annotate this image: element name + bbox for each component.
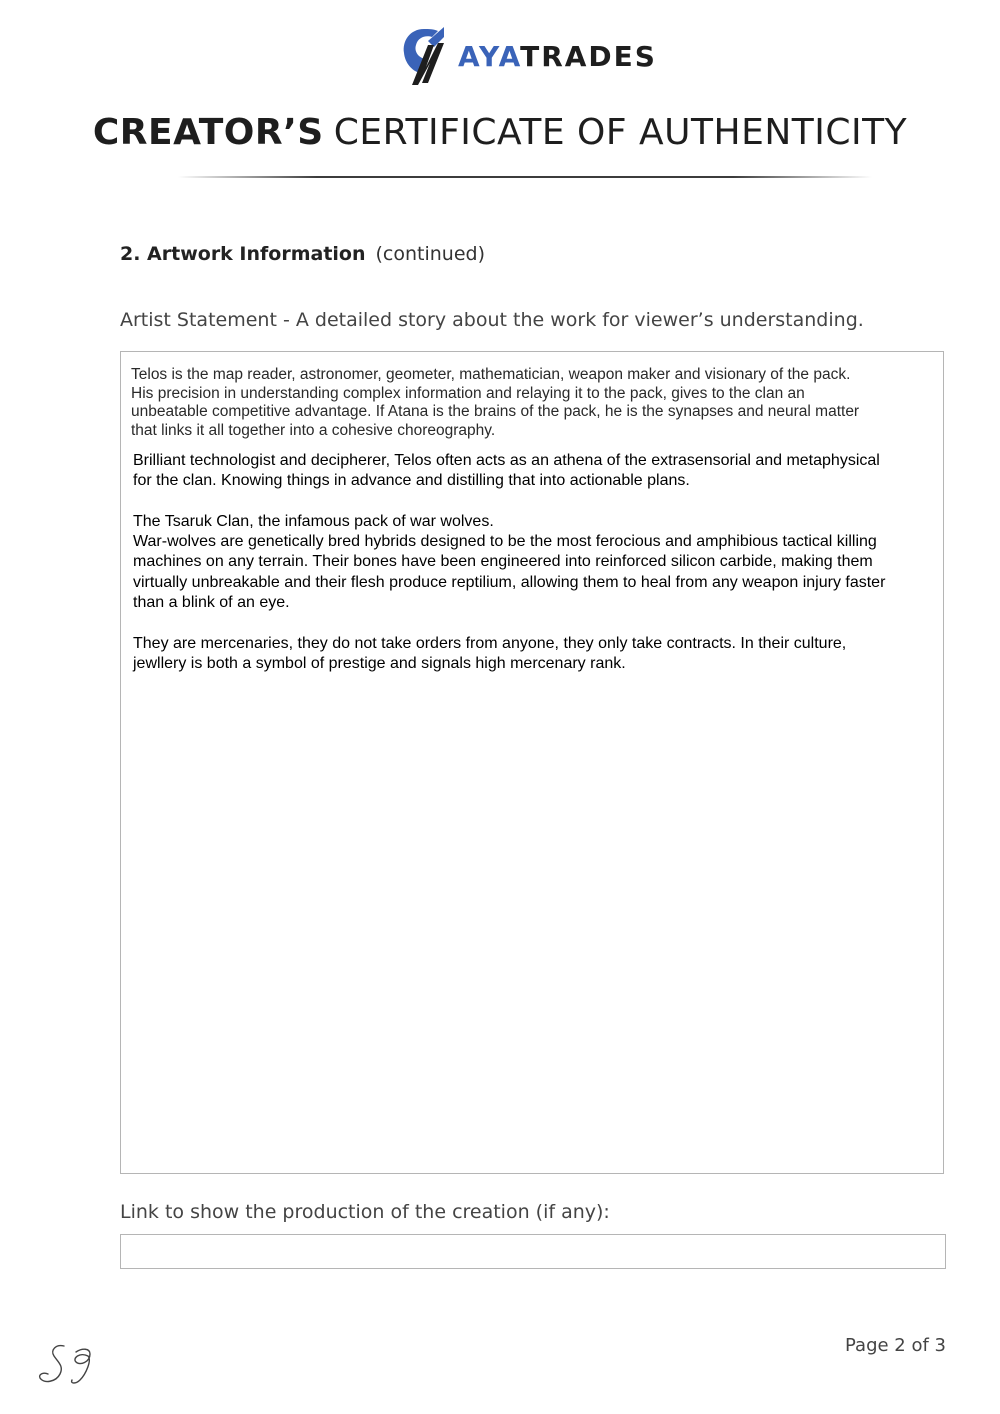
logo-wordmark-trades: TRADES (520, 39, 657, 73)
artist-statement-paragraph-2: Brilliant technologist and decipherer, Telos often acts as an athena of the extrasensorial and metaphysical for the clan. Knowing things in advance and distilling that into actionable plans. The Tsaruk Clan, the infamous pack of war wolves. War-wolves are genetically bred hybrids designed to be the most ferocious and amphibious tactical killing machines on any terrain. Their bones have been engineered into reinforced silicon carbide, making them virtually unbreakable and their flesh produce reptilium, allowing them to heal from any weapon injury faster than a blink of an eye. They are mercenaries, they do not take orders from anyone, they only take contracts. In their culture, jewllery is both a symbol of prestige and signals high mercenary rank. (133, 452, 886, 672)
artist-statement-label: Artist Statement - A detailed story about the work for viewer’s understanding. (120, 309, 864, 331)
production-link-label: Link to show the production of the creation (if any): (120, 1201, 610, 1223)
production-link-field[interactable] (120, 1234, 946, 1269)
page-number: Page 2 of 3 (845, 1335, 946, 1356)
signature-initials (36, 1340, 100, 1395)
page-title-light: CERTIFICATE OF AUTHENTICITY (333, 112, 908, 153)
artist-statement-field[interactable] (120, 351, 944, 1174)
page-title (0, 112, 1000, 153)
section-heading-continued: (continued) (375, 243, 486, 265)
section-heading (120, 243, 485, 265)
logo-wordmark (458, 40, 657, 73)
ayatrades-logo-icon (398, 23, 450, 89)
logo-wordmark-aya: AYA (458, 39, 521, 73)
section-heading-title: 2. Artwork Information (120, 243, 366, 265)
page-title-bold: CREATOR’S (92, 112, 324, 153)
artist-statement-paragraph-1: Telos is the map reader, astronomer, geometer, mathematician, weapon maker and visionary of the pack. His precision in understanding complex information and relaying it to the pack, gives to the clan an unbeatable competitive advantage. If Atana is the brains of the pack, he is the synapses and neural matter that links it all together into a cohesive choreography. (131, 366, 860, 439)
ayatrades-logo (398, 22, 657, 90)
title-divider (178, 176, 872, 178)
signature-initials-drawing (36, 1340, 100, 1390)
